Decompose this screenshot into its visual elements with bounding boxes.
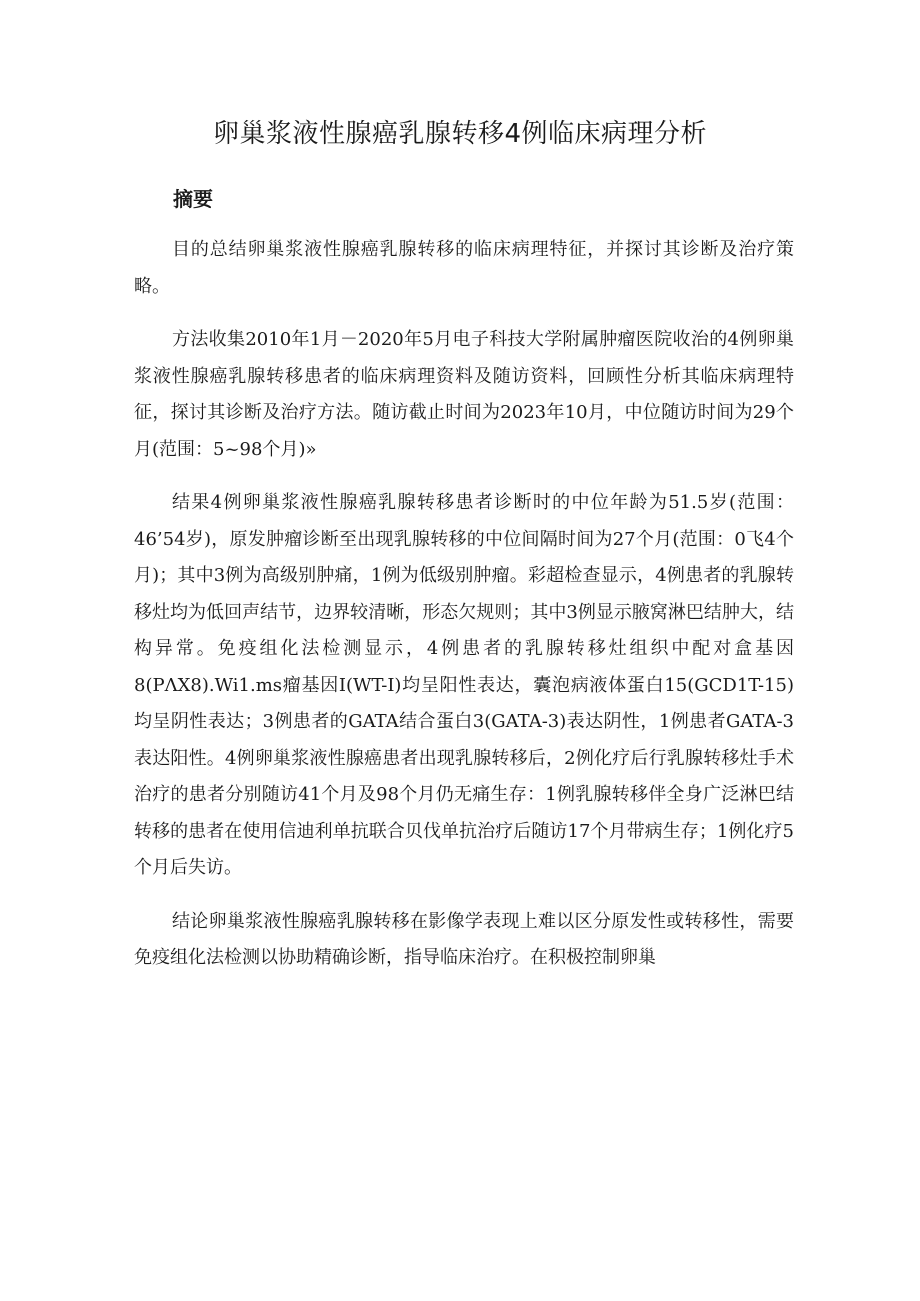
abstract-conclusion-paragraph: 结论卵巢浆液性腺癌乳腺转移在影像学表现上难以区分原发性或转移性，需要免疫组化法检测以协助精确诊断，指导临床治疗。在积极控制卵巢 (134, 910, 794, 968)
abstract-body (134, 232, 794, 994)
abstract-results-paragraph: 结果4例卵巢浆液性腺癌乳腺转移患者诊断时的中位年龄为51.5岁(范围：46’54岁)，原发肿瘤诊断至出现乳腺转移的中位间隔时间为27个月(范围：0飞4个月)；其中3例为高级别肿痛，1例为低级别肿瘤。彩超检查显示，4例患者的乳腺转移灶均为低回声结节，边界较清晰，形态欠规则；其中3例显示腋窝淋巴结肿大，结构异常。免疫组化法检测显示，4例患者的乳腺转移灶组织中配对盒基因8(PΛX8).Wi1.ms瘤基因I(WT-I)均呈阳性表达，囊泡病液体蛋白15(GCD1T-15)均呈阴性表达；3例患者的GATA结合蛋白3(GATA-3)表达阴性，1例患者GATA-3表达阳性。4例卵巢浆液性腺癌患者出现乳腺转移后，2例化疗后行乳腺转移灶手术治疗的患者分别随访41个月及98个月仍无痛生存：1例乳腺转移伴全身广泛淋巴结转移的患者在使用信迪利单抗联合贝伐单抗治疗后随访17个月带病生存；1例化疗5个月后失访。 (134, 492, 794, 878)
abstract-objective-paragraph: 目的总结卵巢浆液性腺癌乳腺转移的临床病理特征，并探讨其诊断及治疗策略。 (134, 239, 794, 297)
document-title: 卵巢浆液性腺癌乳腺转移4例临床病理分析 (212, 119, 708, 149)
abstract-heading: 摘要 (173, 187, 213, 211)
abstract-methods-paragraph: 方法收集2010年1月－2020年5月电子科技大学附属肿瘤医院收治的4例卵巢浆液性腺癌乳腺转移患者的临床病理资料及随访资料，回顾性分析其临床病理特征，探讨其诊断及治疗方法。随访截止时间为2023年10月，中位随访时间为29个月(范围：5~98个月)» (134, 329, 794, 460)
